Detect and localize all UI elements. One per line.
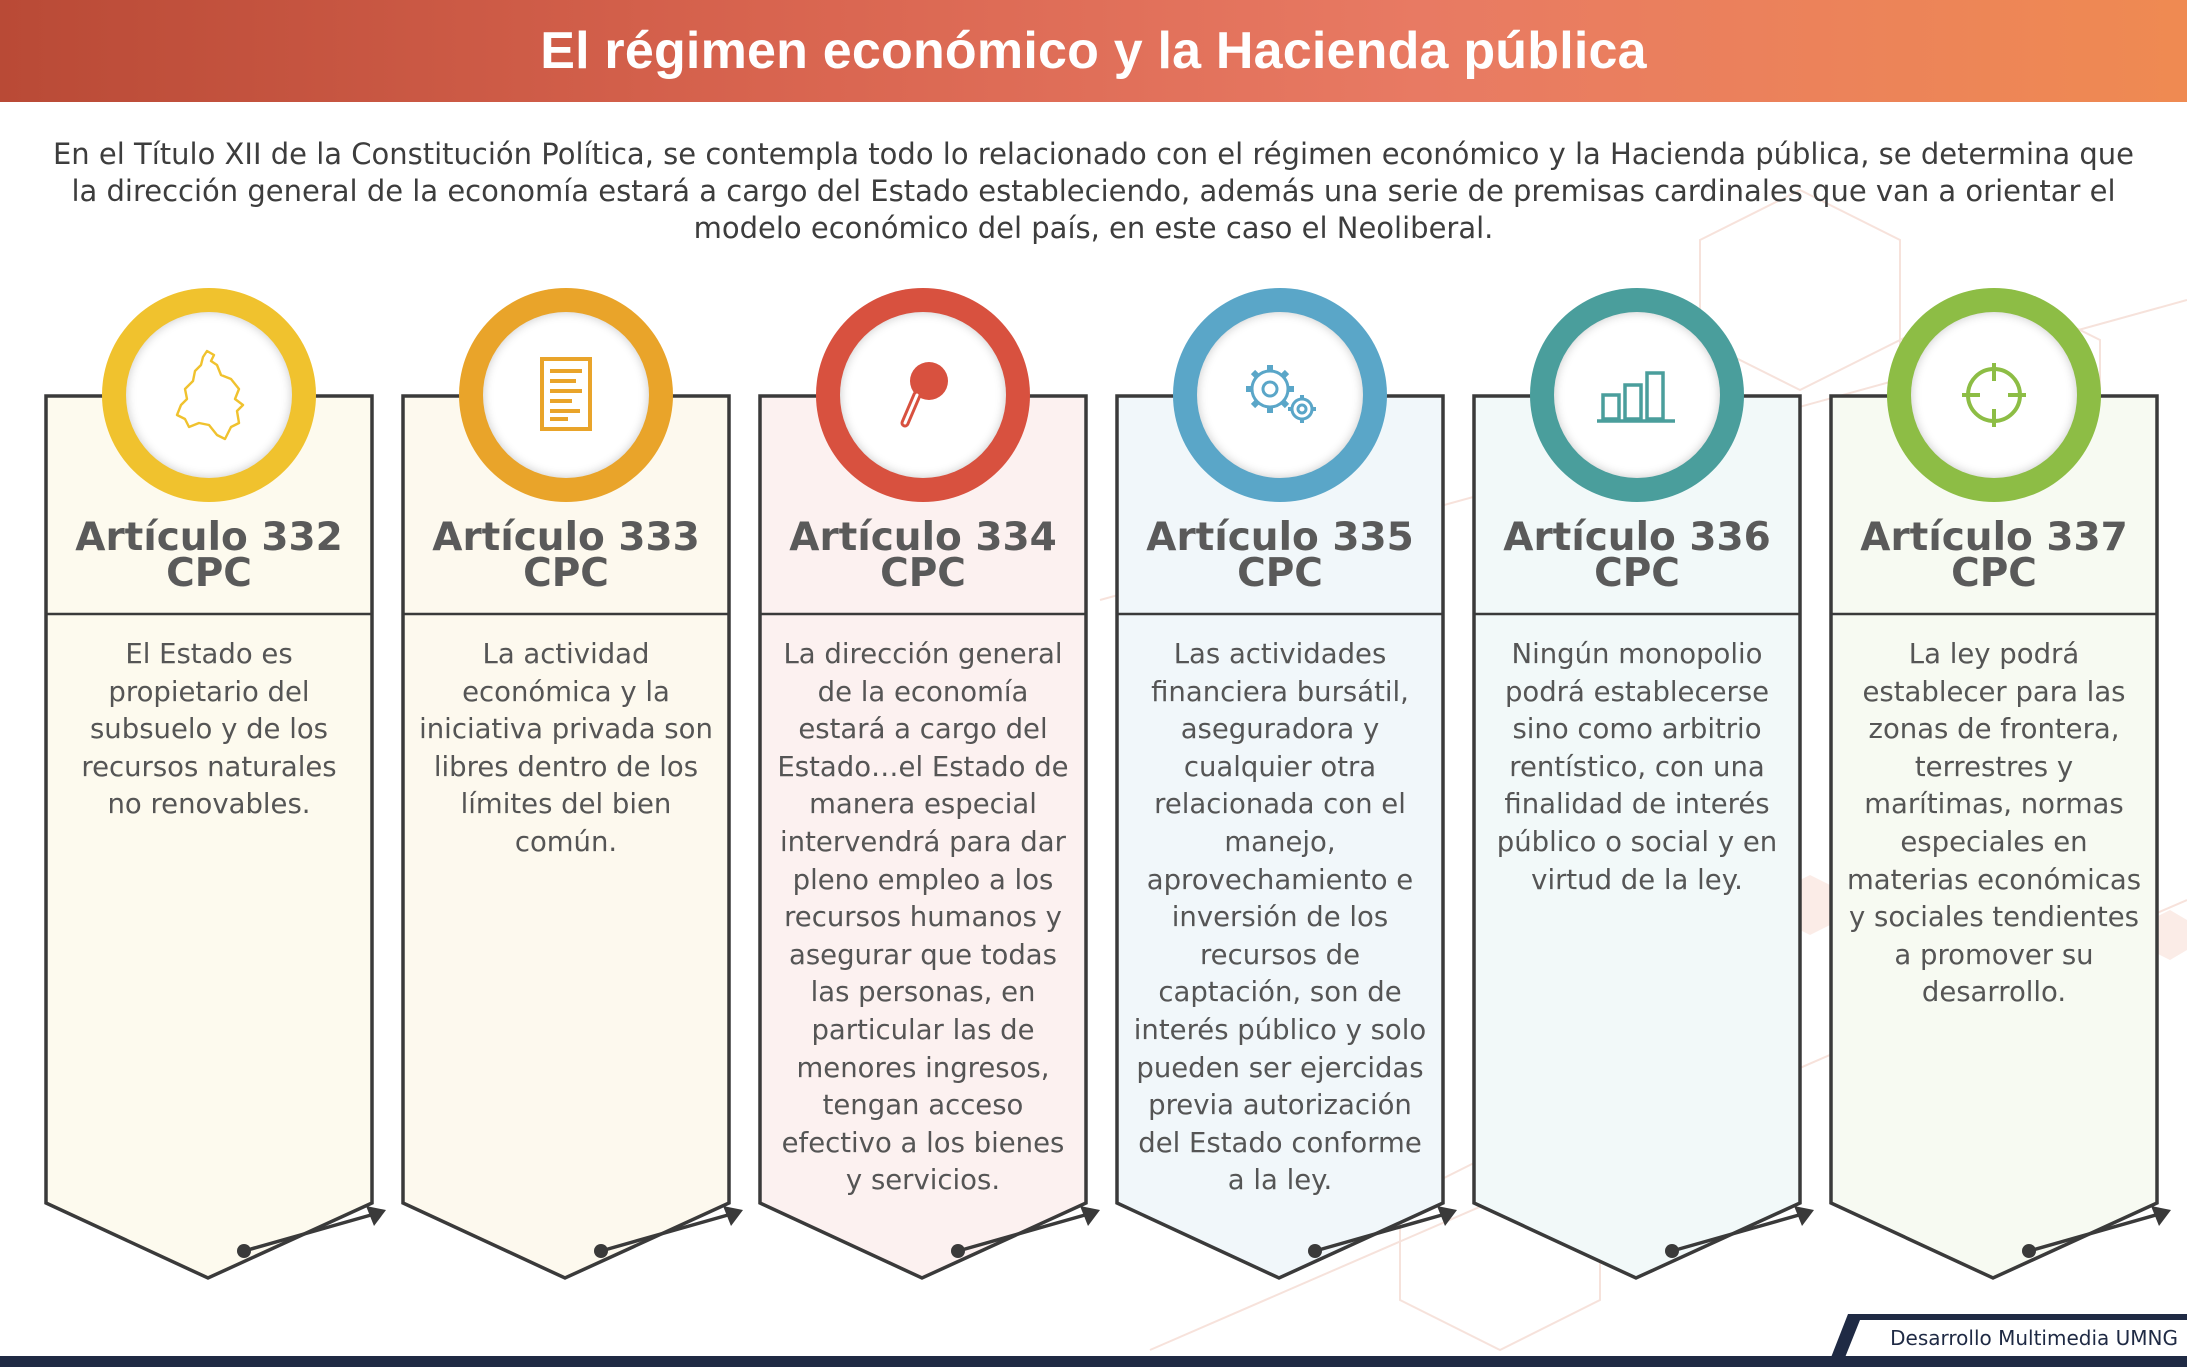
icon-ring — [1173, 288, 1387, 502]
icon-ring — [1887, 288, 2101, 502]
intro-paragraph: En el Título XII de la Constitución Política, se contempla todo lo relacionado con el régimen económico y la Hacienda pública, se determina que la dirección general de la economía estará a cargo del Estado estableciendo, además una serie de premisas cardinales que van a orientar el modelo económico del país, en este caso el Neoliberal. — [52, 137, 2135, 245]
bar-chart-icon — [1587, 345, 1687, 445]
card-text: Ningún monopolio podrá establecerse sino como arbitrio rentístico, con una finalidad de interés público o social y en virtud de la ley. — [1496, 638, 1778, 896]
icon-ring — [102, 288, 316, 502]
arrow-dot — [1665, 1244, 1679, 1258]
document-icon — [516, 345, 616, 445]
card-title: Artículo 337 CPC — [1860, 515, 2128, 596]
card-title: Artículo 333 CPC — [432, 515, 700, 596]
arrow-dot — [594, 1244, 608, 1258]
card-title: Artículo 332 CPC — [75, 515, 343, 596]
icon-ring — [459, 288, 673, 502]
article-card-332 — [44, 288, 374, 1283]
gears-icon — [1230, 345, 1330, 445]
header-banner — [0, 0, 2187, 102]
footer-credit: Desarrollo Multimedia UMNG — [1890, 1326, 2178, 1350]
card-text: La ley podrá establecer para las zonas de frontera, terrestres y marítimas, normas especiales en materias económicas y sociales tendientes a promover su desarrollo. — [1846, 638, 2142, 1009]
arrow-dot — [1308, 1244, 1322, 1258]
article-card-334 — [758, 288, 1088, 1283]
arrow-dot — [951, 1244, 965, 1258]
article-card-336 — [1472, 288, 1802, 1283]
arrow-dot — [237, 1244, 251, 1258]
card-title: Artículo 335 CPC — [1146, 515, 1414, 596]
page-title: El régimen económico y la Hacienda pública — [540, 22, 1647, 80]
card-text: El Estado es propietario del subsuelo y de los recursos naturales no renovables. — [81, 638, 337, 821]
arrow-dot — [2022, 1244, 2036, 1258]
icon-ring — [1530, 288, 1744, 502]
card-text: La actividad económica y la iniciativa privada son libres dentro de los límites del bien común. — [419, 638, 713, 858]
magnifier-icon — [873, 345, 973, 445]
icon-ring — [816, 288, 1030, 502]
card-title: Artículo 334 CPC — [789, 515, 1057, 596]
article-card-335 — [1115, 288, 1445, 1283]
card-title: Artículo 336 CPC — [1503, 515, 1771, 596]
card-text: La dirección general de la economía estará a cargo del Estado…el Estado de manera especial intervendrá para dar pleno empleo a los recursos humanos y asegurar que todas las personas, en particular las de menores ingresos, tengan acceso efectivo a los bienes y servicios. — [777, 638, 1069, 1197]
colombia-map-icon — [159, 345, 259, 445]
article-card-337 — [1829, 288, 2159, 1283]
article-card-333 — [401, 288, 731, 1283]
footer-bar — [0, 1356, 2187, 1367]
card-text: Las actividades financiera bursátil, aseguradora y cualquier otra relacionada con el manejo, aprovechamiento e inversión de los recursos de captación, son de interés público y solo pueden ser ejercidas previa autorización del Estado conforme a la ley. — [1133, 638, 1427, 1197]
target-icon — [1944, 345, 2044, 445]
